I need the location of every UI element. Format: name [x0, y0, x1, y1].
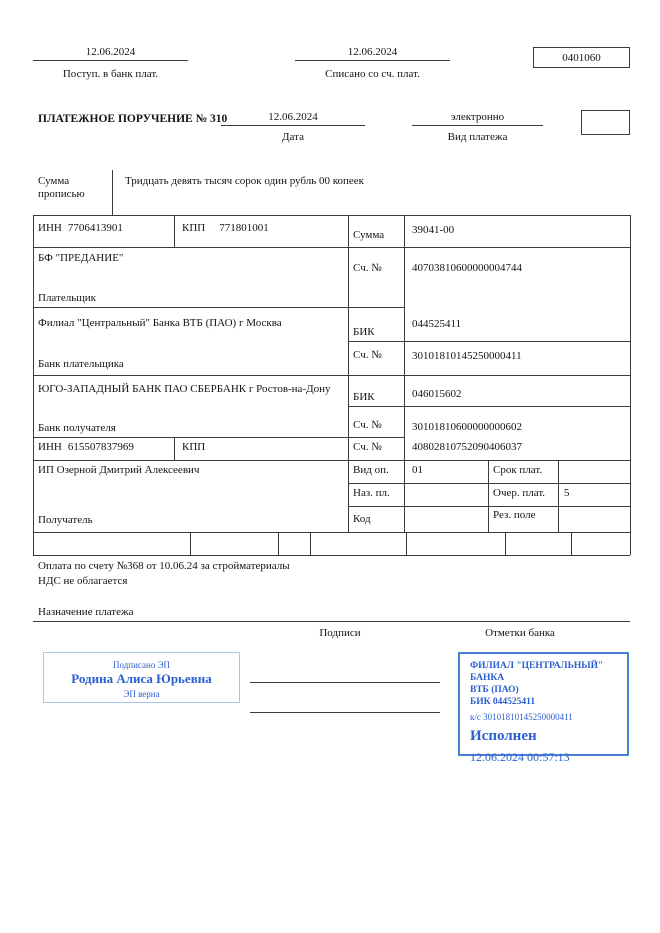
bank-execution-stamp — [458, 652, 629, 764]
table-line — [348, 215, 349, 532]
payment-type-label: Вид платежа — [447, 131, 508, 143]
payer-bank-account-label: Сч. № — [353, 349, 382, 361]
payer-bank-name: Филиал "Центральный" Банка ВТБ (ПАО) г Москва — [38, 317, 282, 329]
esig-valid-label: ЭП верна — [123, 689, 160, 699]
payer-name: БФ "ПРЕДАНИЕ" — [38, 252, 124, 264]
amount-in-words-label: Сумма прописью — [38, 175, 85, 201]
payer-inn: ИНН 7706413901 — [38, 222, 123, 234]
reserve-field-label: Рез. поле — [493, 509, 536, 521]
form-code-box: 0401060 — [533, 47, 630, 68]
table-line — [33, 375, 630, 376]
op-type-label: Вид оп. — [353, 464, 389, 476]
stamp-status: Исполнен — [470, 727, 537, 744]
payee-kpp-label: КПП — [182, 441, 206, 453]
table-line — [112, 170, 113, 215]
priority-value: 5 — [564, 487, 570, 499]
table-line — [278, 532, 279, 555]
debited-from-account-label: Списано со сч. плат. — [325, 68, 420, 80]
table-line — [174, 437, 175, 460]
bank-marks-heading: Отметки банка — [485, 627, 555, 639]
table-line — [571, 532, 572, 555]
purpose-code-label: Наз. пл. — [353, 487, 390, 499]
payer-bank-section-label: Банк плательщика — [38, 358, 124, 370]
purpose-line-1: Оплата по счету №368 от 10.06.24 за стройматериалы — [38, 560, 290, 572]
stamp-bank-name-line1: ФИЛИАЛ "ЦЕНТРАЛЬНЫЙ" БАНКА — [470, 661, 604, 683]
due-date-label: Срок плат. — [493, 464, 543, 476]
payee-bank-bik-label: БИК — [353, 391, 375, 403]
table-line — [348, 406, 630, 407]
table-line — [33, 555, 630, 556]
table-line — [33, 532, 630, 533]
amount-in-words-value: Тридцать девять тысяч сорок один рубль 00 копеек — [125, 175, 365, 187]
table-line — [174, 215, 175, 247]
table-line — [33, 215, 34, 555]
debited-from-account-date: 12.06.2024 — [295, 46, 450, 61]
payer-bank-account: 30101810145250000411 — [412, 350, 522, 362]
purpose-section-label: Назначение платежа — [38, 606, 134, 618]
payer-bank-bik: 044525411 — [412, 318, 462, 330]
e-signature-stamp — [43, 652, 240, 703]
table-line — [348, 341, 630, 342]
purpose-underline — [33, 621, 630, 622]
payee-bank-account-label: Сч. № — [353, 419, 382, 431]
table-line — [33, 460, 630, 461]
table-line — [558, 460, 559, 532]
payer-kpp: КПП 771801001 — [182, 222, 269, 234]
table-line — [310, 532, 311, 555]
table-line — [404, 215, 405, 532]
table-line — [406, 532, 407, 555]
payee-bank-account: 30101810600000000602 — [412, 421, 522, 433]
signatures-heading: Подписи — [319, 627, 361, 639]
document-date-label: Дата — [282, 131, 304, 143]
payee-bank-section-label: Банк получателя — [38, 422, 116, 434]
payer-section-label: Плательщик — [38, 292, 96, 304]
payee-section-label: Получатель — [38, 514, 93, 526]
signed-with-esig-label: Подписано ЭП — [112, 660, 171, 670]
payee-bank-bik: 046015602 — [412, 388, 462, 400]
stamp-bank-name-line2: ВТБ (ПАО) — [470, 684, 519, 695]
status-field-box — [581, 110, 630, 135]
purpose-line-2: НДС не облагается — [38, 575, 128, 587]
payer-account: 40703810600000004744 — [412, 262, 522, 274]
code-label: Код — [353, 513, 371, 525]
received-in-bank-label: Поступ. в банк плат. — [62, 68, 159, 80]
received-in-bank-date: 12.06.2024 — [33, 46, 188, 61]
signature-line — [250, 712, 440, 713]
table-line — [505, 532, 506, 555]
payment-type-value: электронно — [412, 111, 543, 126]
table-line — [33, 215, 630, 216]
payee-name: ИП Озерной Дмитрий Алексеевич — [38, 464, 200, 476]
payee-account-label: Сч. № — [353, 441, 382, 453]
stamp-corr-account: к/с 30101810145250000411 — [470, 711, 573, 722]
table-line — [190, 532, 191, 555]
table-line — [488, 460, 489, 532]
payer-account-label: Сч. № — [353, 262, 382, 274]
sum-label: Сумма — [353, 229, 385, 241]
table-line — [348, 483, 630, 484]
payee-account: 40802810752090406037 — [412, 441, 522, 453]
table-line — [630, 215, 631, 555]
document-date-value: 12.06.2024 — [221, 111, 365, 126]
signer-name: Родина Алиса Юрьевна — [71, 671, 212, 686]
priority-label: Очер. плат. — [493, 487, 546, 499]
sum-value: 39041-00 — [412, 224, 455, 236]
table-line — [348, 506, 630, 507]
stamp-bik: БИК 044525411 — [470, 696, 536, 707]
stamp-datetime: 12.06.2024 00:57:13 — [470, 749, 570, 764]
payee-bank-name: ЮГО-ЗАПАДНЫЙ БАНК ПАО СБЕРБАНК г Ростов-на-Дону — [38, 383, 331, 395]
signature-line — [250, 682, 440, 683]
payer-bank-bik-label: БИК — [353, 326, 375, 338]
document-title: ПЛАТЕЖНОЕ ПОРУЧЕНИЕ № 310 — [38, 113, 228, 125]
table-line — [33, 247, 630, 248]
payee-inn: ИНН 615507837969 — [38, 441, 134, 453]
op-type-value: 01 — [412, 464, 423, 476]
